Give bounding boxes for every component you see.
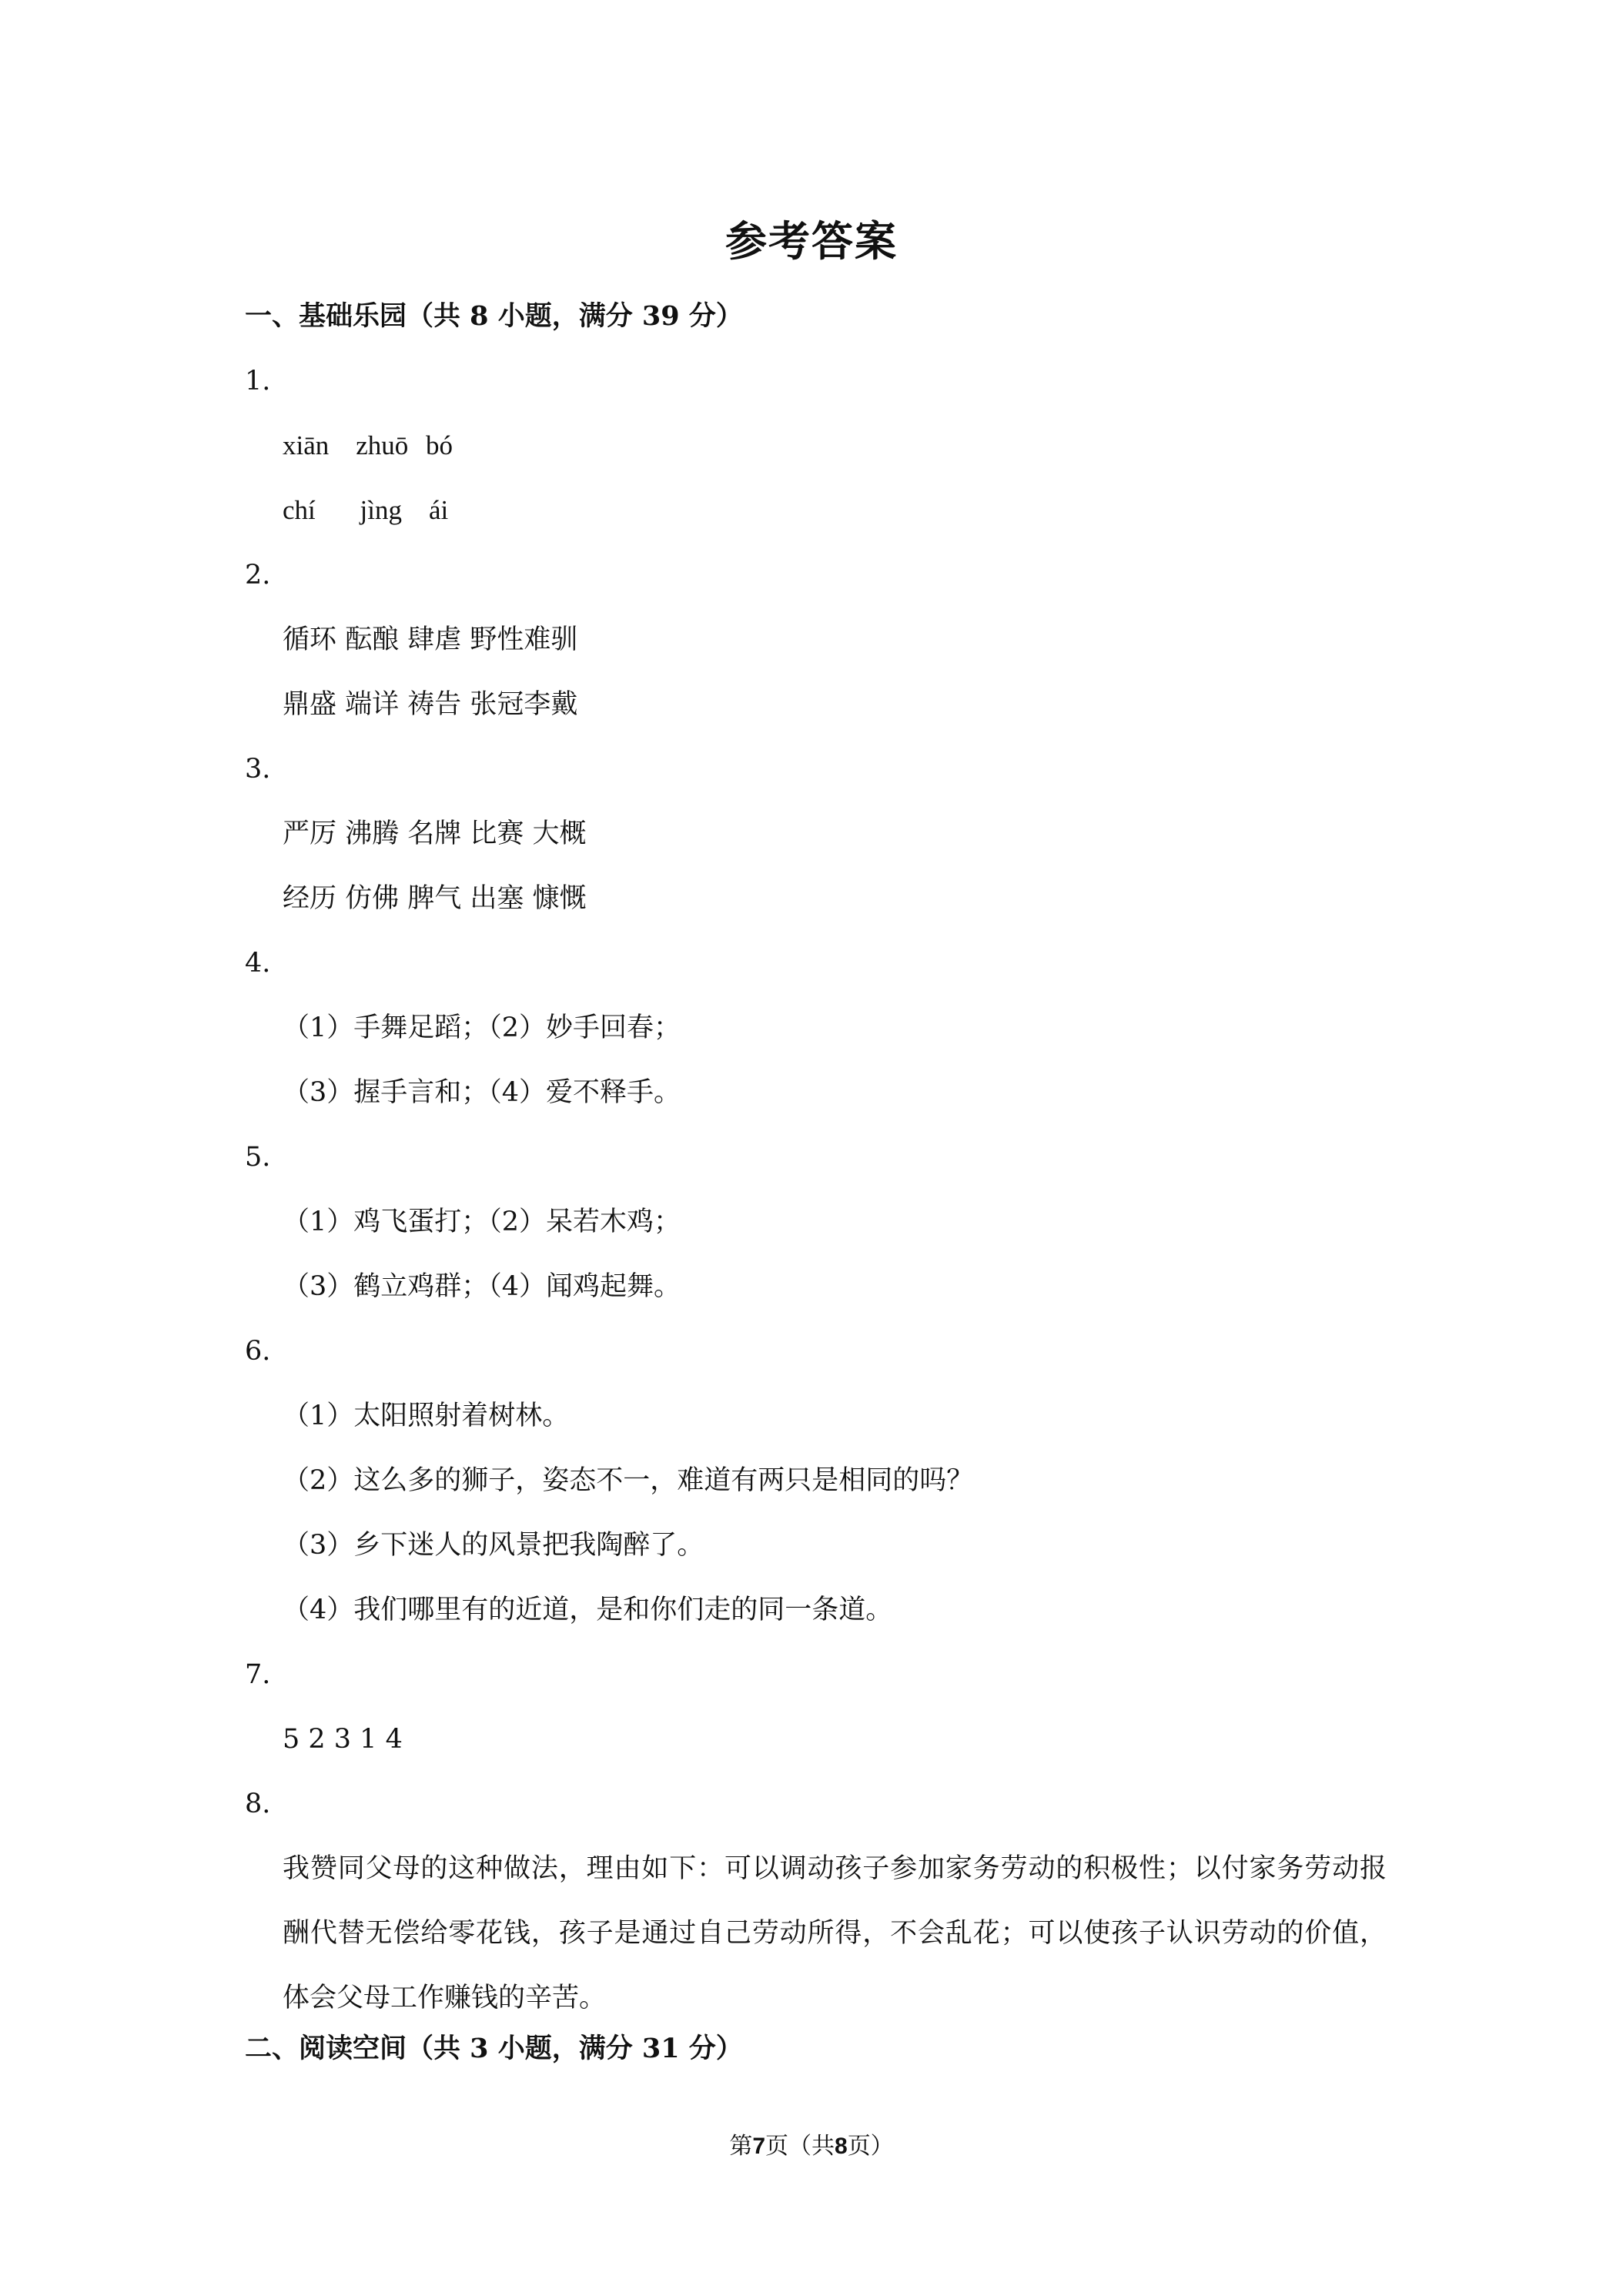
question-2-answer-line-1: 循环 酝酿 肆虐 野性难驯 <box>283 624 578 655</box>
question-4-answer-line-1: （1）手舞足蹈；（2）妙手回春； <box>283 1012 681 1043</box>
footer-total-pages: 8 <box>835 2134 848 2159</box>
question-1-answer-line-2: chí jìng ái <box>283 495 449 525</box>
question-3-answer-line-1: 严厉 沸腾 名牌 比赛 大概 <box>283 818 587 849</box>
question-2-answer-line-2: 鼎盛 端详 祷告 张冠李戴 <box>283 689 578 720</box>
question-6-answer-line-2: （2）这么多的狮子，姿态不一，难道有两只是相同的吗？ <box>283 1465 974 1496</box>
question-1-number: 1. <box>245 366 271 397</box>
page-title: 参考答案 <box>725 216 898 266</box>
question-1-answer-line-1: xiān zhuō bó <box>283 430 453 460</box>
footer-suffix: 页） <box>847 2133 894 2160</box>
question-6-answer-line-4: （4）我们哪里有的近道，是和你们走的同一条道。 <box>283 1595 893 1625</box>
footer-middle: 页（共 <box>765 2133 835 2160</box>
section-heading-1: 一、基础乐园（共 8 小题，满分 39 分） <box>245 300 743 332</box>
question-5-answer-line-1: （1）鸡飞蛋打；（2）呆若木鸡； <box>283 1207 681 1237</box>
question-5-answer-line-2: （3）鹤立鸡群；（4）闻鸡起舞。 <box>283 1271 681 1302</box>
question-3-answer-line-2: 经历 仿佛 脾气 出塞 慷慨 <box>283 883 587 914</box>
question-8-answer: 我赞同父母的这种做法，理由如下：可以调动孩子参加家务劳动的积极性；以付家务劳动报酬代替无偿给零花钱，孩子是通过自己劳动所得，不会乱花；可以使孩子认识劳动的价值，体会父母工作赚钱的辛苦。 <box>283 1853 1387 2013</box>
footer-page-number: 7 <box>752 2134 765 2159</box>
question-6-number: 6. <box>245 1336 271 1367</box>
question-5-number: 5. <box>245 1142 271 1173</box>
question-6-answer-line-3: （3）乡下迷人的风景把我陶醉了。 <box>283 1530 704 1561</box>
question-8-number: 8. <box>245 1789 271 1819</box>
question-6-answer-line-1: （1）太阳照射着树林。 <box>283 1401 570 1431</box>
question-7-number: 7. <box>245 1659 271 1690</box>
question-4-number: 4. <box>245 948 271 979</box>
page-footer <box>0 2131 1623 2162</box>
question-7-answer: 5 2 3 1 4 <box>283 1724 403 1755</box>
question-4-answer-line-2: （3）握手言和；（4）爱不释手。 <box>283 1077 681 1108</box>
question-2-number: 2. <box>245 560 271 591</box>
question-3-number: 3. <box>245 754 271 785</box>
footer-prefix: 第 <box>729 2133 753 2160</box>
section-heading-2: 二、阅读空间（共 3 小题，满分 31 分） <box>245 2033 743 2064</box>
